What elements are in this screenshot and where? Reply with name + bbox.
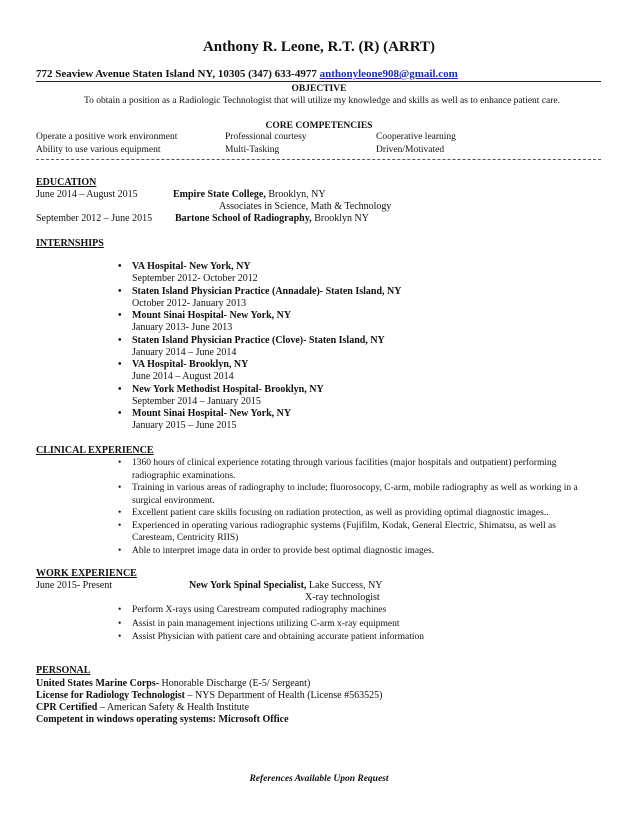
work-employer: [189, 580, 383, 593]
internships-heading: INTERNSHIPS: [36, 238, 104, 249]
education-dates: September 2012 – June 2015: [36, 213, 153, 224]
school-name: Bartone School of Radiography,: [175, 213, 312, 224]
personal-bold: United States Marine Corps-: [36, 678, 160, 689]
internship-dates: October 2012- January 2013: [132, 297, 247, 309]
references-note: References Available Upon Request: [249, 774, 389, 784]
personal-heading: PERSONAL: [36, 665, 91, 676]
education-heading: EDUCATION: [36, 177, 97, 188]
contact-line: [36, 68, 458, 81]
work-duties-list: [118, 604, 598, 645]
applicant-name: Anthony R. Leone, R.T. (R) (ARRT): [202, 39, 436, 55]
competency: Multi-Tasking: [225, 145, 280, 155]
personal-text: – American Safety & Health Institute: [97, 702, 250, 713]
employer-location: Lake Success, NY: [306, 580, 383, 591]
internship-site: • Mount Sinai Hospital- New York, NY: [118, 310, 598, 322]
personal-bold: CPR Certified: [36, 702, 98, 713]
work-duty: • Perform X-rays using Carestream computed radiography machines: [118, 604, 598, 618]
clinical-item: • 1360 hours of clinical experience rotating through various facilities (major hospitals and outpatient) performing radiographic examinations.: [118, 457, 600, 482]
internship-site: • Mount Sinai Hospital- New York, NY: [118, 408, 598, 420]
work-duty: • Assist in pain management injections utilizing C-arm x-ray equipment: [118, 618, 598, 632]
internship-dates: January 2013- June 2013: [132, 322, 233, 333]
internship-site: • VA Hospital- New York, NY: [118, 261, 598, 273]
school-name: Empire State College,: [173, 189, 266, 200]
objective-heading: OBJECTIVE: [291, 84, 347, 94]
work-duty: • Assist Physician with patient care and obtaining accurate patient information: [118, 631, 598, 645]
clinical-item: • Excellent patient care skills focusing on radiation protection, as well as providing optimal diagnostic images..: [118, 507, 600, 520]
education-degree: Associates in Science, Math & Technology: [219, 201, 392, 212]
internship-dates: June 2014 – August 2014: [132, 371, 234, 382]
clinical-item: • Training in various areas of radiography to include; fluorosocopy, C-arm, mobile radiography as well as working in a surgical environment.: [118, 482, 600, 507]
core-competencies-heading: CORE COMPETENCIES: [265, 121, 373, 131]
competency: Professional courtesy: [225, 132, 307, 142]
address-phone: 772 Seaview Avenue Staten Island NY, 10305 (347) 633-4977: [36, 68, 317, 80]
personal-text: – NYS Department of Health (License #563525): [185, 690, 383, 701]
internship-site: • Staten Island Physician Practice (Annadale)- Staten Island, NY: [118, 286, 598, 298]
competency: Ability to use various equipment: [36, 145, 161, 155]
internship-dates: January 2015 – June 2015: [132, 420, 237, 431]
personal-text: Honorable Discharge (E-5/ Sergeant): [159, 678, 311, 689]
clinical-item: • Experienced in operating various radiographic systems (Fujifilm, Kodak, General Electric, Shimatsu, as well as Caresteam, Centricity RIIS): [118, 520, 600, 545]
competency: Driven/Motivated: [376, 145, 445, 155]
school-location: Brooklyn, NY: [265, 189, 326, 200]
internship-site: • Staten Island Physician Practice (Clove)- Staten Island, NY: [118, 335, 598, 347]
personal-bold: License for Radiology Technologist: [36, 690, 185, 701]
competency: Operate a positive work environment: [36, 132, 178, 142]
work-title: X-ray technologist: [305, 592, 380, 603]
work-heading: WORK EXPERIENCE: [36, 568, 137, 579]
header-rule: [36, 81, 601, 82]
personal-item: Competent in windows operating systems: Microsoft Office: [36, 714, 289, 725]
internship-dates: September 2012- October 2012: [132, 273, 258, 284]
email-link[interactable]: anthonyleone908@gmail.com: [319, 68, 458, 80]
personal-item: [36, 678, 310, 691]
clinical-item: • Able to interpret image data in order to provide best optimal diagnostic images.: [118, 545, 600, 558]
personal-item: [36, 690, 382, 703]
work-dates: June 2015- Present: [36, 580, 113, 591]
internship-site: • New York Methodist Hospital- Brooklyn, NY: [118, 384, 598, 396]
internship-site: • VA Hospital- Brooklyn, NY: [118, 359, 598, 371]
clinical-heading: CLINICAL EXPERIENCE: [36, 445, 154, 456]
education-school: [175, 213, 369, 226]
employer-name: New York Spinal Specialist,: [189, 580, 307, 591]
objective-text: To obtain a position as a Radiologic Technologist that will utilize my knowledge and skills as well as to enhance patient care.: [83, 96, 561, 106]
education-school: [173, 189, 326, 202]
school-location: Brooklyn NY: [311, 213, 369, 224]
internship-list: [118, 261, 598, 433]
section-divider: [36, 159, 601, 160]
education-dates: June 2014 – August 2015: [36, 189, 138, 200]
personal-item: [36, 702, 249, 715]
clinical-list: [118, 457, 600, 557]
internship-dates: January 2014 – June 2014: [132, 346, 237, 358]
internship-dates: September 2014 – January 2015: [132, 395, 261, 407]
competency: Cooperative learning: [376, 132, 456, 142]
